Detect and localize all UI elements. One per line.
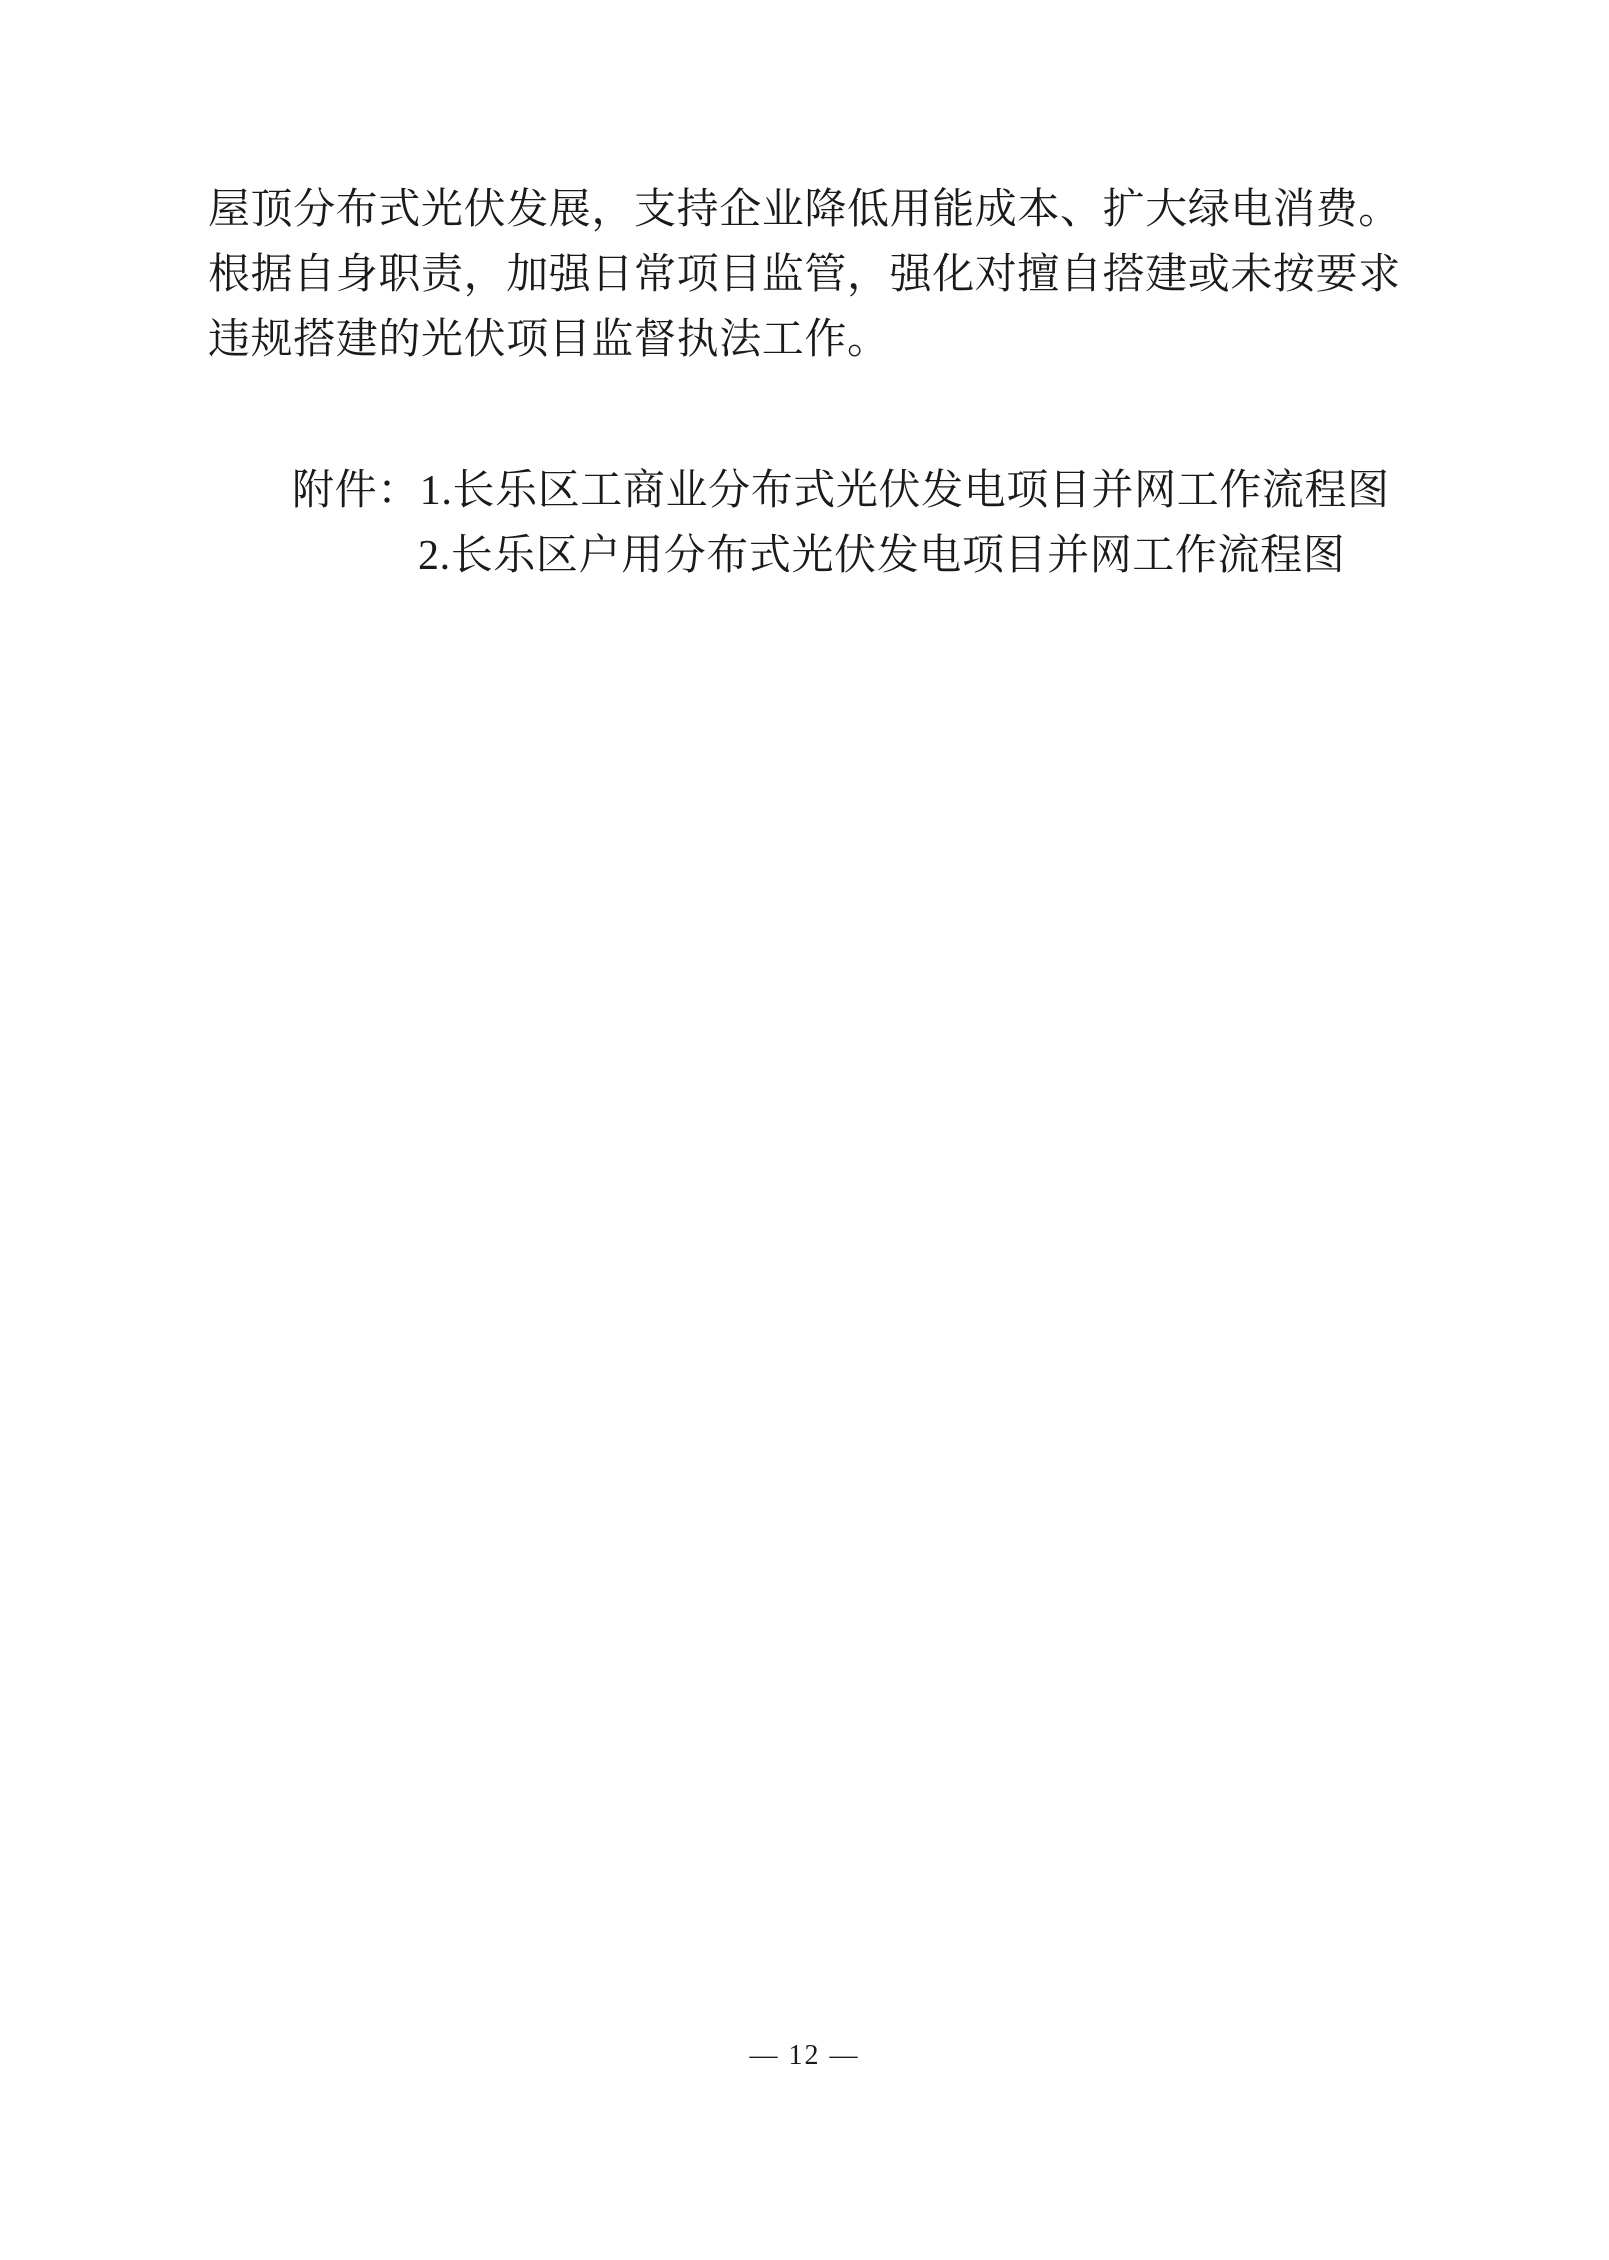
- attachment-item-1: 附件：1.长乐区工商业分布式光伏发电项目并网工作流程图: [292, 468, 1390, 515]
- body-paragraph: [208, 178, 1408, 373]
- paragraph-line: 屋顶分布式光伏发展，支持企业降低用能成本、扩大绿电消费。: [208, 187, 1401, 233]
- page-number: — 12 —: [749, 2040, 860, 2071]
- paragraph-line: 根据自身职责，加强日常项目监管，强化对擅自搭建或未按要求: [208, 252, 1401, 299]
- paragraph-line: 违规搭建的光伏项目监督执法工作。: [208, 317, 890, 364]
- attachment-list: [208, 459, 1408, 589]
- page-content: [208, 178, 1408, 589]
- attachment-item-2: 2.长乐区户用分布式光伏发电项目并网工作流程图: [418, 533, 1346, 580]
